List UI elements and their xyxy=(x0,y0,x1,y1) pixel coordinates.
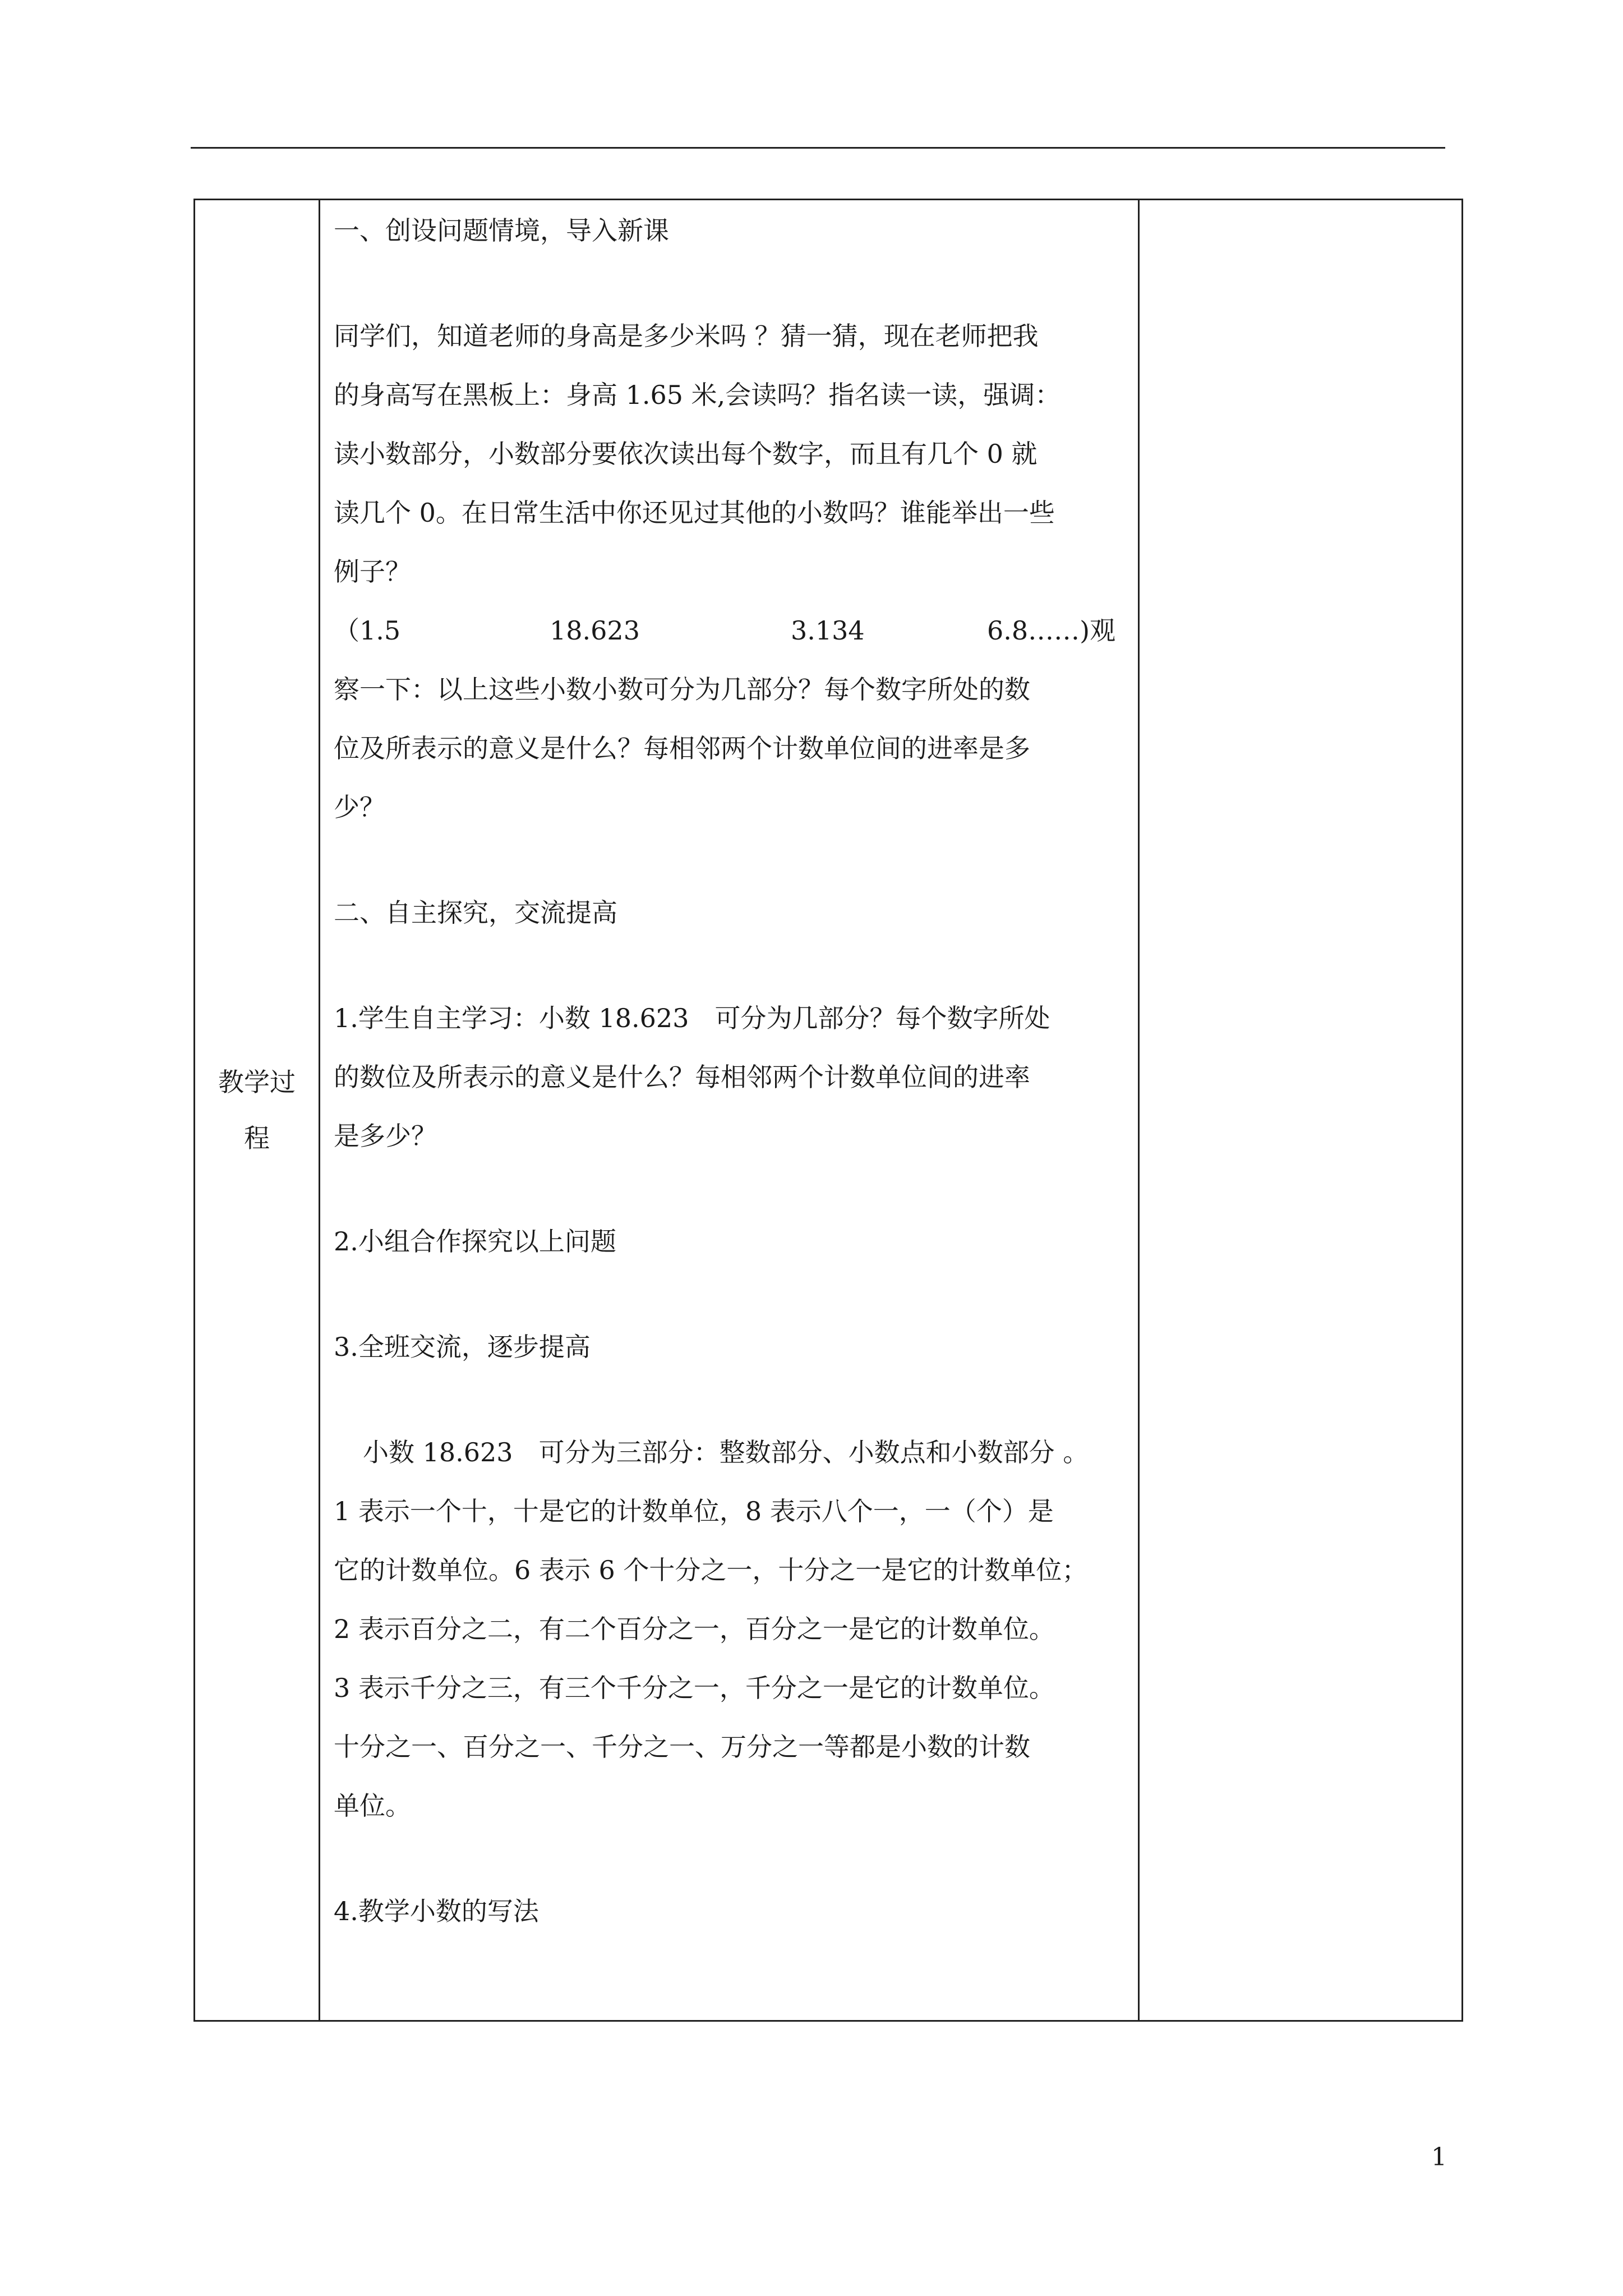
section-heading: 二、自主探究，交流提高 xyxy=(334,898,617,928)
section-label-line: 程 xyxy=(244,1123,270,1153)
example-number: 6.8……)观 xyxy=(987,615,1116,646)
paragraph-line: 1 表示一个十，十是它的计数单位，8 表示八个一，一（个）是 xyxy=(334,1496,1054,1526)
table-row xyxy=(195,200,1463,2021)
paragraph-line: 的身高写在黑板上：身高 1.65 米,会读吗？指名读一读，强调： xyxy=(334,380,1061,410)
content-cell xyxy=(320,200,1139,2021)
notes-cell xyxy=(1139,200,1463,2021)
section-label xyxy=(215,1054,299,1166)
paragraph-line: 2.小组合作探究以上问题 xyxy=(334,1226,616,1257)
example-numbers xyxy=(334,614,1130,647)
paragraph-line: 1.学生自主学习：小数 18.623 可分为几部分？每个数字所处 xyxy=(334,1003,1050,1033)
example-number: 3.134 xyxy=(791,615,865,646)
paragraph-line: 3 表示千分之三，有三个千分之一，千分之一是它的计数单位。 xyxy=(334,1673,1055,1703)
paragraph-line: 3.全班交流，逐步提高 xyxy=(334,1332,591,1362)
paragraph-line: 读几个 0。在日常生活中你还见过其他的小数吗？谁能举出一些 xyxy=(334,498,1055,528)
paragraph-line: 察一下：以上这些小数小数可分为几部分？每个数字所处的数 xyxy=(334,674,1030,705)
paragraph-line: 4.教学小数的写法 xyxy=(334,1896,539,1926)
header-rule xyxy=(191,147,1445,149)
lesson-table xyxy=(193,199,1463,2022)
page-number: 1 xyxy=(1431,2143,1447,2171)
paragraph-line: 例子？ xyxy=(334,556,411,587)
paragraph-line: 同学们，知道老师的身高是多少米吗 ？猜一猜，现在老师把我 xyxy=(334,321,1039,351)
section-heading: 一、创设问题情境，导入新课 xyxy=(334,215,669,246)
paragraph-line: 2 表示百分之二，有二个百分之一，百分之一是它的计数单位。 xyxy=(334,1614,1055,1644)
paragraph-line: 是多少？ xyxy=(334,1121,437,1151)
paragraph-line: 少？ xyxy=(334,792,385,822)
paragraph-line: 单位。 xyxy=(334,1791,411,1821)
paragraph-line: 的数位及所表示的意义是什么？每相邻两个计数单位间的进率 xyxy=(334,1062,1030,1092)
content-body xyxy=(320,200,1138,2020)
paragraph-line: 它的计数单位。6 表示 6 个十分之一，十分之一是它的计数单位； xyxy=(334,1555,1088,1585)
example-number: （1.5 xyxy=(334,615,401,646)
section-label-line: 教学过 xyxy=(218,1067,296,1097)
paragraph-line: 十分之一、百分之一、千分之一、万分之一等都是小数的计数 xyxy=(334,1732,1030,1762)
example-number: 18.623 xyxy=(550,615,640,646)
paragraph-line: 读小数部分，小数部分要依次读出每个数字，而且有几个 0 就 xyxy=(334,439,1038,469)
paragraph-line: 小数 18.623 可分为三部分：整数部分、小数点和小数部分 。 xyxy=(363,1437,1089,1467)
paragraph-line: 位及所表示的意义是什么？每相邻两个计数单位间的进率是多 xyxy=(334,733,1030,763)
label-cell xyxy=(195,200,320,2021)
